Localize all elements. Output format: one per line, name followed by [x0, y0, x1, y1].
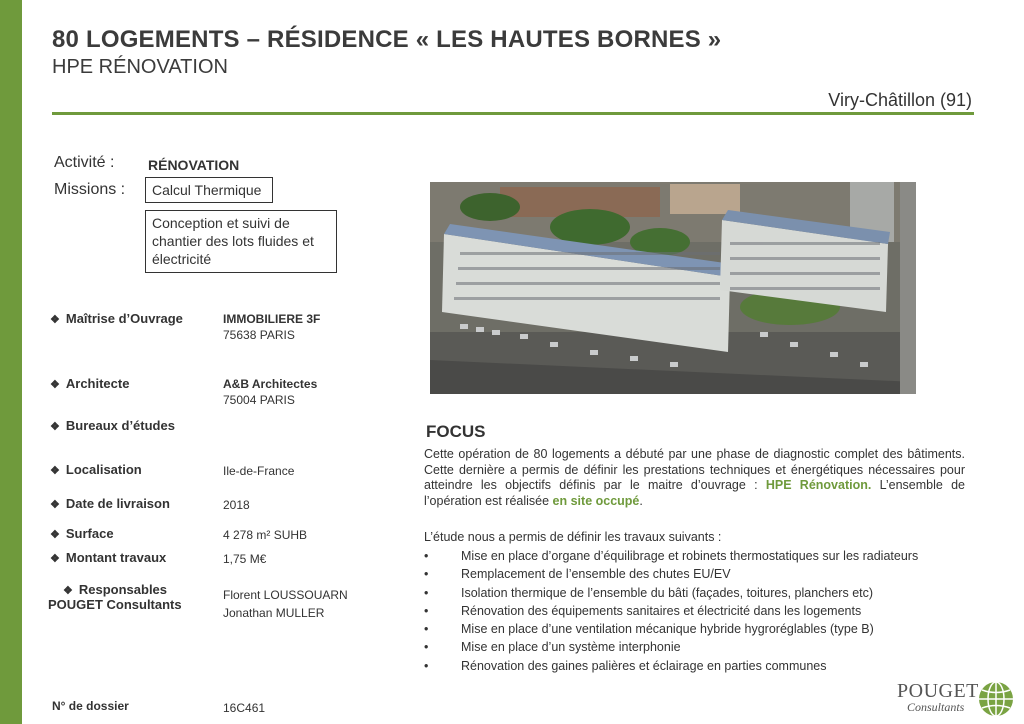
diamond-bullet-icon: ❖: [50, 379, 60, 391]
list-item: • Isolation thermique de l’ensemble du bâti (façades, toitures, planchers etc): [424, 585, 874, 600]
diamond-bullet-icon: ❖: [50, 553, 60, 565]
responsables-org: POUGET Consultants: [48, 597, 182, 612]
hpe-renovation-highlight: HPE Rénovation.: [765, 478, 872, 492]
date-livraison-value: 2018: [223, 498, 250, 512]
mission-box-1: Calcul Thermique: [145, 177, 273, 203]
localisation-label: ❖ Localisation: [50, 462, 142, 477]
bullet-dot-icon: •: [424, 549, 429, 563]
maitrise-ouvrage-name: IMMOBILIERE 3F: [223, 312, 321, 326]
dossier-value: 16C461: [223, 701, 266, 715]
diamond-bullet-icon: ❖: [50, 529, 60, 541]
bullet-dot-icon: •: [424, 658, 429, 673]
logo-subtitle: Consultants: [907, 700, 965, 714]
bullet-dot-icon: •: [424, 585, 429, 600]
diamond-bullet-icon: ❖: [50, 421, 60, 433]
project-location: Viry-Châtillon (91): [828, 90, 972, 110]
architecte-label: ❖ Architecte: [50, 376, 130, 391]
diamond-bullet-icon: ❖: [50, 465, 60, 477]
architecte-city: 75004 PARIS: [223, 393, 295, 407]
responsables-value: [223, 586, 348, 622]
bullet-dot-icon: •: [424, 640, 429, 655]
mission-box-2: Conception et suivi de chantier des lots fluides et électricité: [145, 210, 337, 273]
maitrise-ouvrage-label: ❖ Maîtrise d’Ouvrage: [50, 311, 183, 326]
header-divider: [52, 112, 974, 115]
surface-label: ❖ Surface: [50, 526, 114, 541]
globe-icon: [977, 680, 1015, 718]
localisation-value: Ile-de-France: [223, 464, 295, 478]
works-intro: L’étude nous a permis de définir les travaux suivants :: [424, 530, 722, 544]
list-item: • Mise en place d’un système interphonie: [424, 640, 681, 655]
bureaux-etudes-label: ❖ Bureaux d’études: [50, 418, 175, 433]
page-title: 80 LOGEMENTS – RÉSIDENCE « LES HAUTES BORNES »: [52, 26, 722, 53]
pouget-logo: [893, 678, 1019, 722]
date-livraison-label: ❖ Date de livraison: [50, 496, 170, 511]
activity-value: RÉNOVATION: [148, 157, 240, 173]
diamond-bullet-icon: ❖: [63, 585, 73, 597]
focus-title: FOCUS: [426, 422, 486, 441]
missions-label: Missions :: [54, 181, 126, 198]
works-list: [424, 549, 918, 677]
responsables-label: ❖ Responsables POUGET Consultants: [48, 582, 182, 612]
page-subtitle: HPE RÉNOVATION: [52, 56, 228, 78]
diamond-bullet-icon: ❖: [50, 499, 60, 511]
bullet-dot-icon: •: [424, 567, 429, 582]
responsable-1: Florent LOUSSOUARN: [223, 588, 348, 602]
aerial-photo-residence: [430, 182, 916, 394]
montant-travaux-label: ❖ Montant travaux: [50, 550, 167, 565]
list-item: • Rénovation des équipements sanitaires et électricité dans les logements: [424, 603, 862, 618]
dossier-label: N° de dossier: [52, 699, 129, 713]
responsable-2: Jonathan MULLER: [223, 606, 325, 620]
focus-description: Cette opération de 80 logements a débuté par une phase de diagnostic complet des bâtiments. Cette dernière a permis de définir les prestations techniques et énergétiques nécessaires pour atteindre les objectifs définis par le maitre d’ouvrage : HPE Rénovation. L’ensemble de l’opération est réalisée en site occupé.: [424, 447, 965, 508]
bullet-dot-icon: •: [424, 622, 429, 637]
green-sidebar-band: [0, 0, 22, 724]
surface-value: 4 278 m² SUHB: [223, 528, 308, 542]
montant-travaux-value: 1,75 M€: [223, 552, 267, 566]
architecte-value: [223, 376, 317, 408]
bullet-dot-icon: •: [424, 603, 429, 618]
diamond-bullet-icon: ❖: [50, 314, 60, 326]
activity-label: Activité :: [54, 154, 115, 171]
maitrise-ouvrage-value: [223, 311, 320, 343]
architecte-name: A&B Architectes: [223, 377, 318, 391]
maitrise-ouvrage-city: 75638 PARIS: [223, 328, 295, 342]
list-item: • Rénovation des gaines palières et éclairage en parties communes: [424, 658, 827, 673]
list-item: • Mise en place d’organe d’équilibrage et robinets thermostatiques sur les radiateurs: [424, 549, 919, 563]
site-occupe-highlight: en site occupé: [552, 493, 640, 508]
list-item: • Remplacement de l’ensemble des chutes EU/EV: [424, 567, 731, 582]
list-item: • Mise en place d’une ventilation mécanique hybride hygroréglables (type B): [424, 622, 874, 637]
logo-name: POUGET: [897, 680, 979, 702]
